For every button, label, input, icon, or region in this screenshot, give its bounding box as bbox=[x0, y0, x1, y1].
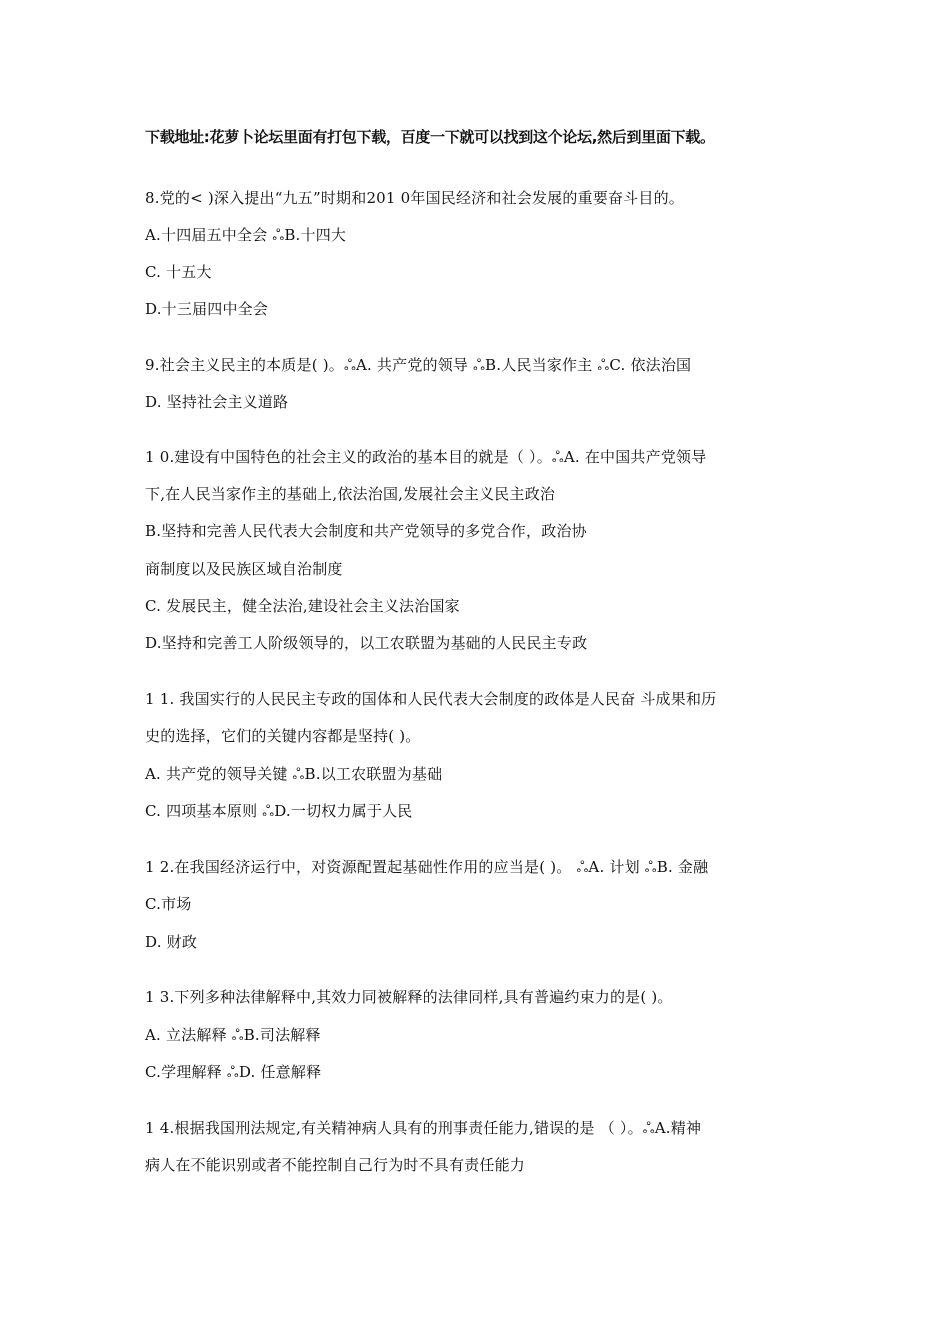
question-10-option-b-cont: 商制度以及民族区域自治制度 bbox=[145, 560, 343, 578]
question-12-option-c: C.市场 bbox=[145, 895, 192, 913]
question-11-option-ab: A. 共产党的领导关键 ஃB.以工农联盟为基础 bbox=[145, 765, 443, 783]
question-9-option-d: D. 坚持社会主义道路 bbox=[145, 393, 289, 411]
question-8-option-c: C. 十五大 bbox=[145, 263, 212, 281]
question-13-option-ab: A. 立法解释 ஃB.司法解释 bbox=[145, 1026, 321, 1044]
question-8-stem: 8.党的< )深入提出“九五”时期和201 0年国民经济和社会发展的重要奋斗目的。 bbox=[145, 189, 684, 207]
question-13-option-cd: C.学理解释 ஃD. 任意解释 bbox=[145, 1063, 322, 1081]
question-12-stem: 1 2.在我国经济运行中，对资源配置起基础性作用的应当是( )。 ஃA. 计划 ஃB. 金融 bbox=[145, 858, 709, 876]
question-11-stem: 1 1. 我国实行的人民民主专政的国体和人民代表大会制度的政体是人民奋 斗成果和历 bbox=[145, 690, 717, 708]
question-10-option-c: C. 发展民主，健全法治,建设社会主义法治国家 bbox=[145, 597, 460, 615]
question-8-option-d: D.十三届四中全会 bbox=[145, 300, 269, 318]
question-13-stem: 1 3.下列多种法律解释中,其效力同被解释的法律同样,具有普遍约束力的是( )。 bbox=[145, 988, 673, 1006]
question-8-option-ab: A.十四届五中全会 ஃB.十四大 bbox=[145, 226, 347, 244]
question-14-option-a-cont: 病人在不能识别或者不能控制自己行为时不具有责任能力 bbox=[145, 1156, 526, 1174]
question-12-option-d: D. 财政 bbox=[145, 933, 198, 951]
question-10-option-a-cont: 下,在人民当家作主的基础上,依法治国,发展社会主义民主政治 bbox=[145, 485, 556, 503]
question-11-stem-cont: 史的选择，它们的关键内容都是坚持( )。 bbox=[145, 727, 421, 745]
question-10-stem: 1 0.建设有中国特色的社会主义的政治的基本目的就是（ ）。ஃA. 在中国共产党领导 bbox=[145, 448, 707, 466]
question-10-option-b: B.坚持和完善人民代表大会制度和共产党领导的多党合作，政治协 bbox=[145, 522, 587, 540]
question-9-stem: 9.社会主义民主的本质是( )。ஃA. 共产党的领导 ஃB.人民当家作主 ஃC. 依法治国 bbox=[145, 356, 692, 374]
question-10-option-d: D.坚持和完善工人阶级领导的，以工农联盟为基础的人民民主专政 bbox=[145, 634, 588, 652]
question-14-stem: 1 4.根据我国刑法规定,有关精神病人具有的刑事责任能力,错误的是 （ ）。ஃA.精神 bbox=[145, 1119, 702, 1137]
question-11-option-cd: C. 四项基本原则 ஃD.一切权力属于人民 bbox=[145, 802, 413, 820]
download-note: 下载地址:花萝卜论坛里面有打包下载，百度一下就可以找到这个论坛,然后到里面下载。 bbox=[145, 128, 715, 146]
